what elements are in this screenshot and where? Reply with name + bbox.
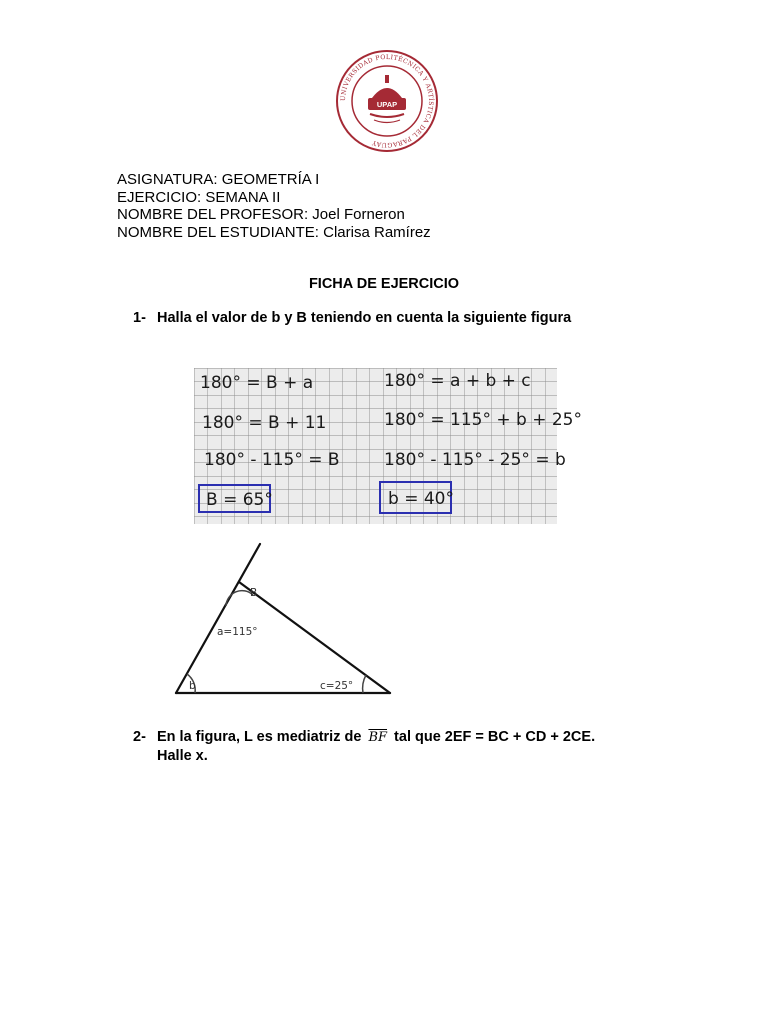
student-line: NOMBRE DEL ESTUDIANTE: Clarisa Ramírez: [117, 223, 431, 241]
hw-left-line-1: 180° = B + a: [200, 373, 314, 393]
segment-bf: $\overline{BF}$: [368, 730, 388, 745]
hw-right-line-1: 180° = a + b + c: [384, 371, 531, 391]
subject-line: ASIGNATURA: GEOMETRÍA I: [117, 171, 320, 188]
question-1-text: Halla el valor de b y B teniendo en cuenta la siguiente figura: [157, 310, 572, 326]
label-b: b: [189, 680, 196, 692]
hw-right-line-2: 180° = 115° + b + 25°: [384, 410, 582, 430]
hw-right-answer: b = 40°: [388, 489, 454, 509]
question-2-number: 2-: [133, 729, 146, 745]
hw-left-line-3: 180° - 115° = B: [204, 450, 340, 470]
label-a: a=115°: [217, 626, 258, 638]
hw-left-line-2: 180° = B + 11: [202, 413, 327, 433]
question-2-line-2: Halle x.: [157, 748, 208, 764]
label-B: B: [250, 587, 258, 599]
triangle-right-side: [239, 582, 390, 693]
question-2-text-before: En la figura, L es mediatriz de: [157, 729, 362, 745]
sheet-title: FICHA DE EJERCICIO: [308, 276, 460, 292]
triangle-figure: [170, 540, 400, 700]
teacher-line: NOMBRE DEL PROFESOR: Joel Forneron: [117, 206, 405, 224]
question-2-text-after: tal que 2EF = BC + CD + 2CE.: [394, 729, 596, 745]
university-logo: [334, 48, 440, 154]
header-info: [117, 171, 431, 241]
question-1-number: 1-: [133, 310, 146, 326]
logo-text: UPAP: [376, 100, 398, 109]
question-1: [133, 309, 571, 328]
logo-ring-text: UNIVERSIDAD POLITÉCNICA Y ARTÍSTICA DEL PARAGUAY: [339, 53, 435, 149]
question-2: [133, 728, 595, 766]
triangle-left-side-extended: [176, 544, 260, 693]
label-c: c=25°: [320, 680, 354, 692]
exercise-line: EJERCICIO: SEMANA II: [117, 188, 281, 206]
hw-right-line-3: 180° - 115° - 25° = b: [384, 450, 566, 470]
hw-left-answer: B = 65°: [206, 490, 273, 510]
handwritten-solution-photo: [194, 368, 582, 524]
angle-c-arc: [363, 675, 366, 693]
